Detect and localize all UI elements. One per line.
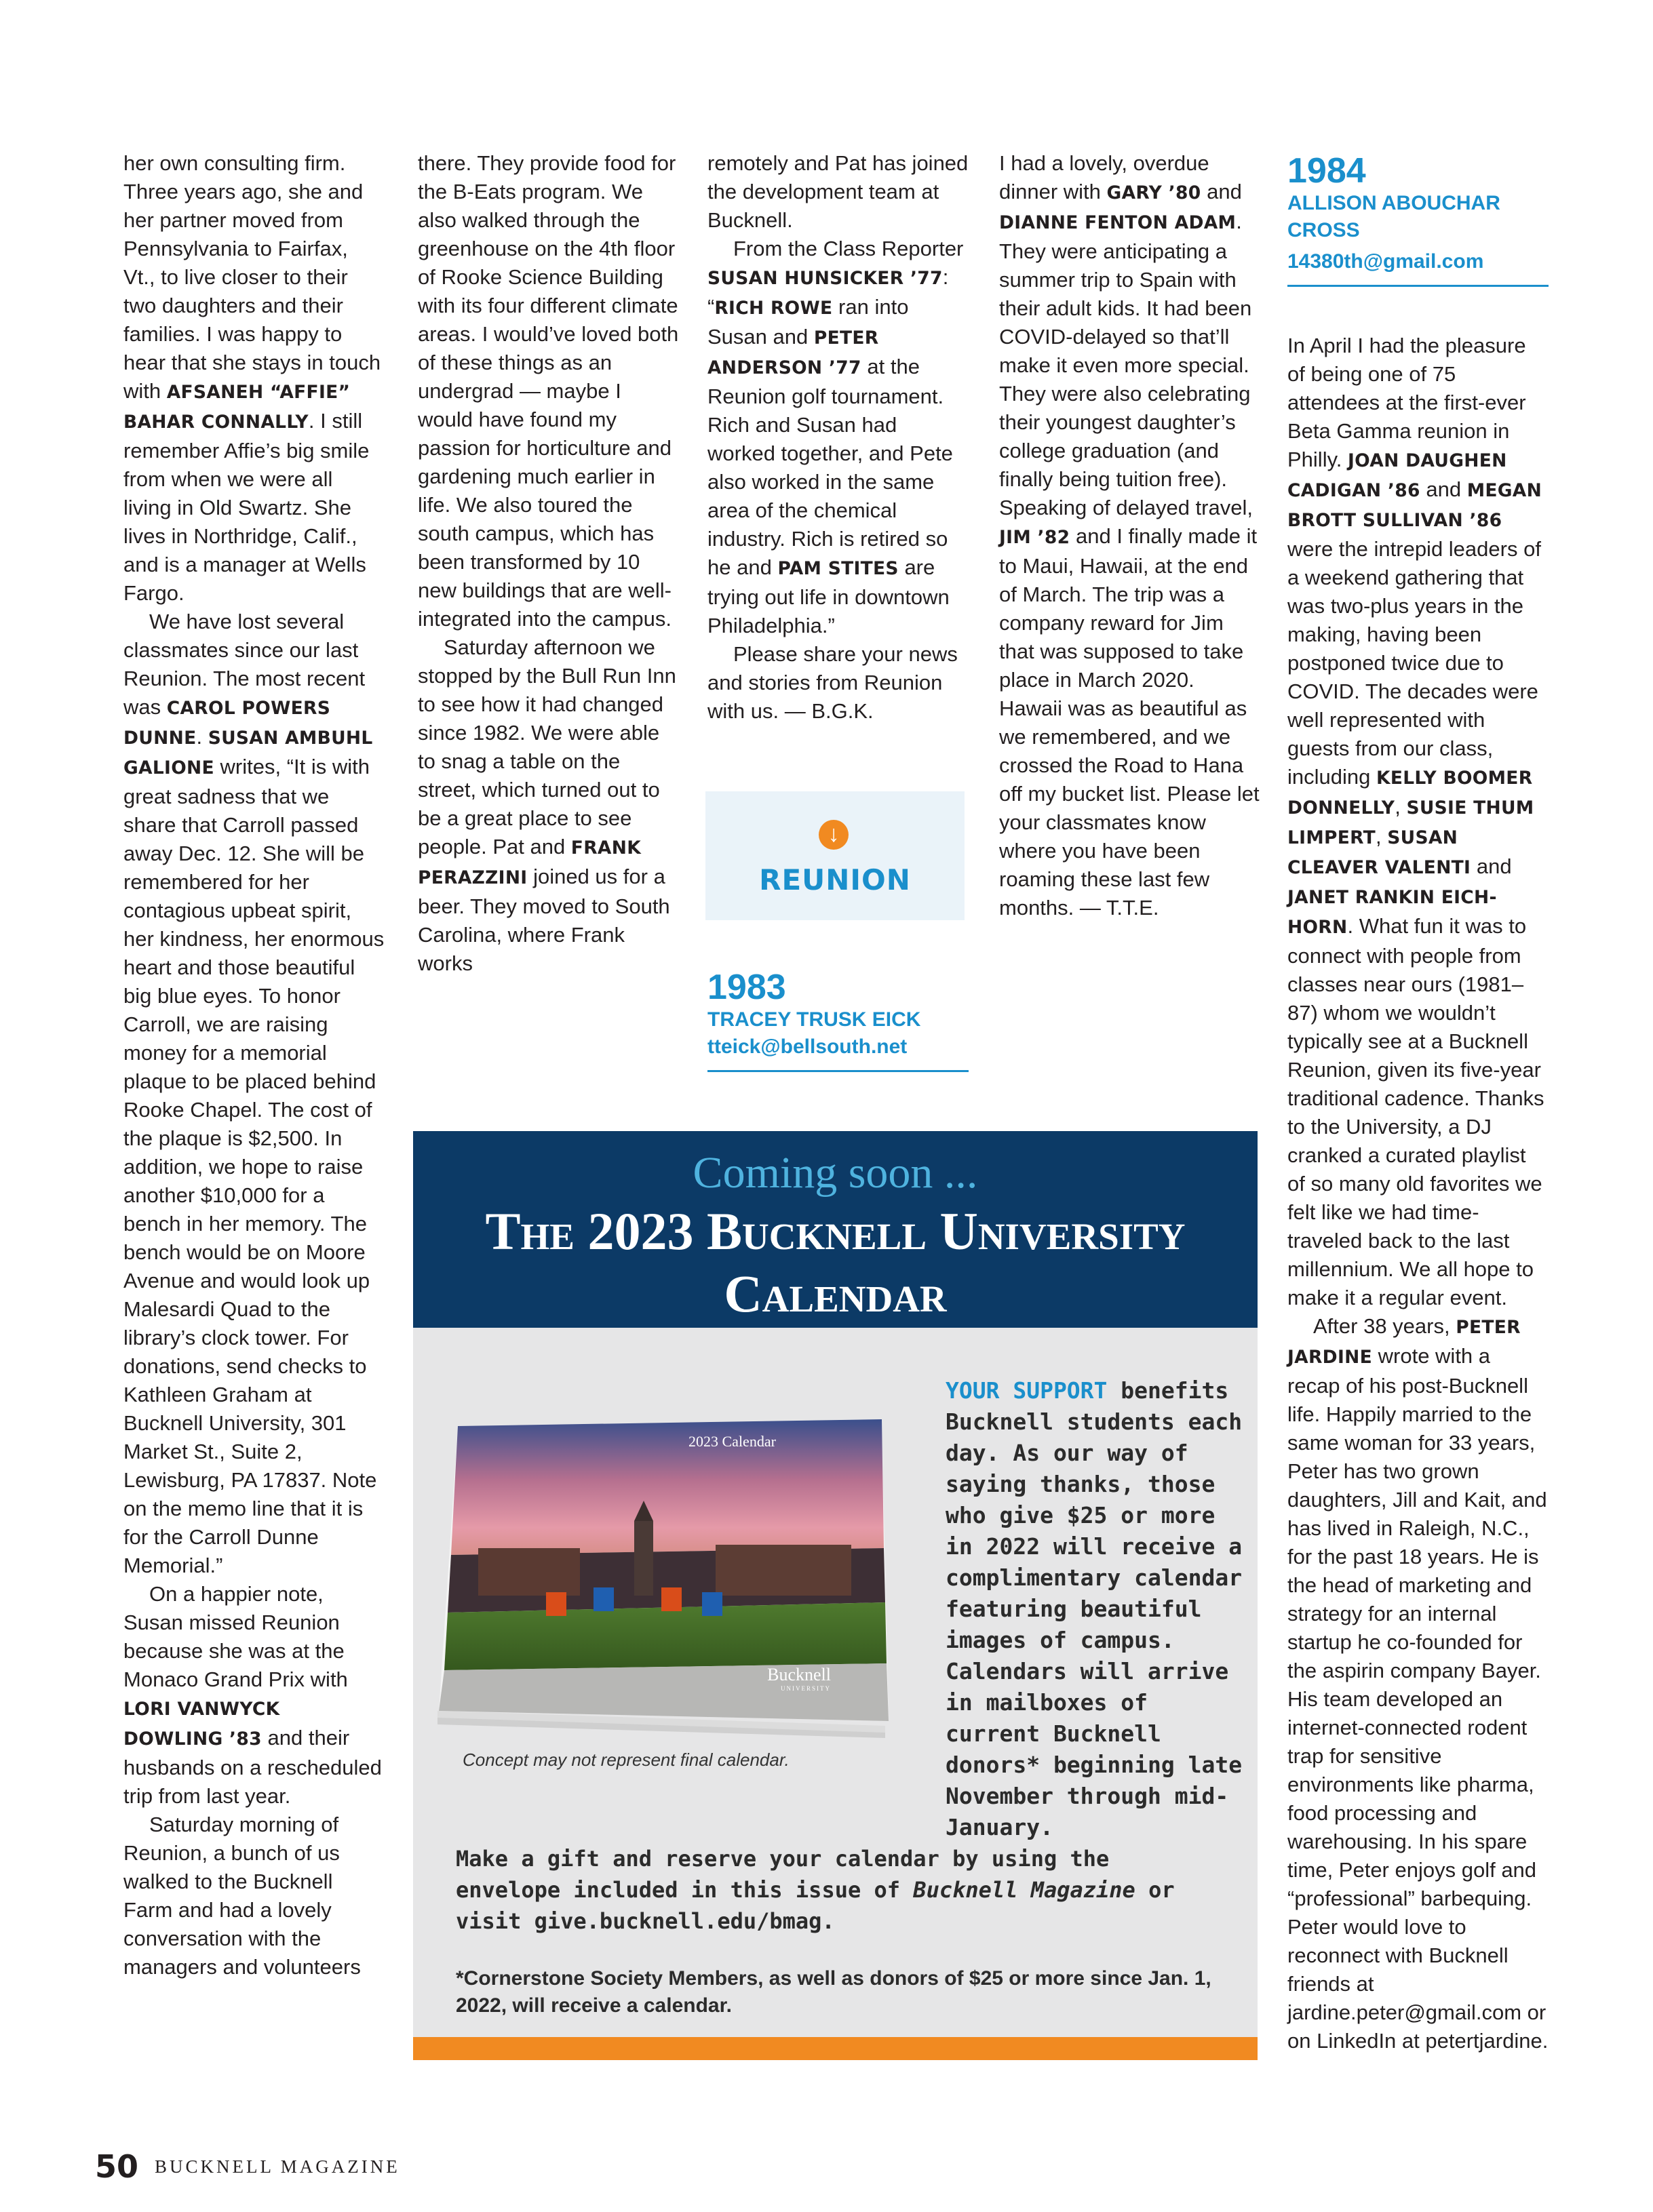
text-run: remotely and Pat has joined the development team at Bucknell. — [707, 151, 969, 232]
calendar-ad-body — [413, 1328, 1258, 2053]
down-arrow-icon: ↓ — [819, 820, 849, 850]
paragraph — [123, 1811, 385, 1981]
class-year: 1983 — [707, 968, 786, 1007]
classmate-name: LORI VANWYCK DOWLING ’83 — [123, 1699, 280, 1750]
calendar-label: 2023 Calendar — [688, 1433, 776, 1450]
classmate-name: MEGAN BROTT SULLIVAN ’86 — [1287, 480, 1542, 531]
ad-title-line-2: Calendar — [724, 1264, 947, 1323]
article-column-1 — [123, 149, 385, 1981]
calendar-brand: Bucknell — [767, 1665, 831, 1684]
ad-title — [413, 1200, 1258, 1325]
class-year: 1984 — [1287, 151, 1366, 191]
divider — [1287, 285, 1549, 287]
text-run: From the Class Reporter — [733, 237, 964, 260]
text-run: writes, “It is with great sadness that we share that Carroll passed away Dec. 12. She will be remembered for her contagious upbeat spirit, her kindness, her enormous heart and those beautiful big blue eyes. To honor Carroll, we are raising money for a memorial plaque to be placed behind Rooke Chapel. The cost of the plaque is $2,500. In addition, we hope to raise another $10,000 for a bench in her memory. The bench would be on Moore Avenue and would look up Malesardi Quad to the library’s clock tower. For donations, send checks to Kathleen Graham at Bucknell University, 301 Market St., Suite 2, Lewisburg, PA 17837. Note on the memo line that it is for the Carroll Dunne Memorial.” — [123, 755, 385, 1577]
magazine-name: BUCKNELL MAGAZINE — [155, 2156, 400, 2177]
text-run: and — [1471, 854, 1512, 878]
gift-text-b[interactable]: or visit give.bucknell.edu/bmag. — [456, 1877, 1175, 1934]
ad-orange-bar — [413, 2037, 1258, 2060]
calendar-ad-header — [413, 1131, 1258, 1328]
gift-text-a: Make a gift and reserve your calendar by using the envelope included in this issue of — [456, 1846, 1110, 1903]
class-header-1983 — [707, 968, 969, 1072]
text-run: We have lost several classmates since our last Reunion. The most recent was — [123, 610, 366, 719]
ad-title-line-1: The 2023 Bucknell University — [485, 1202, 1186, 1261]
classmate-name: JIM ’82 — [999, 527, 1070, 548]
reunion-label: REUNION — [759, 863, 911, 896]
text-run: I had a lovely, overdue dinner with — [999, 151, 1209, 203]
classmate-name: SUSAN AMBUHL GALIONE — [123, 728, 373, 778]
ad-subtitle: Coming soon ... — [693, 1148, 978, 1198]
text-run: there. They provide food for the B-Eats program. We also walked through the greenhouse on the 4th floor of Rooke Science Building with its four different climate areas. I would’ve loved both of these things as an undergrad — maybe I would have found my passion for horticulture and gardening much earlier in life. We also toured the south campus, which has been transformed by 10 new buildings that are well-integrated into the campus. — [418, 151, 679, 631]
divider — [707, 1070, 969, 1072]
classmate-name: DIANNE FENTON ADAM — [999, 212, 1237, 233]
paragraph — [707, 235, 969, 640]
reunion-tag-box[interactable] — [705, 791, 965, 920]
article-column-5 — [1287, 332, 1549, 2055]
support-text — [946, 1375, 1244, 1843]
paragraph — [123, 1580, 385, 1811]
classmate-name: SUSIE THUM LIMPERT — [1287, 797, 1534, 848]
text-run: Saturday morning of Reunion, a bunch of us walked to the Bucknell Farm and had a lovely conversation with the managers and volunteers — [123, 1813, 361, 1979]
calendar-image — [431, 1419, 892, 1738]
class-header-1984 — [1287, 152, 1549, 287]
classmate-name: PAM STITES — [777, 558, 899, 579]
classmate-name: SUSAN HUNSICKER ’77 — [707, 268, 943, 289]
paragraph — [123, 149, 385, 608]
classmate-name: GARY ’80 — [1106, 182, 1201, 203]
article-column-3 — [707, 149, 969, 726]
text-run: wrote with a recap of his post-Bucknell life. Happily married to the same woman for 33 years, Peter has two grown daughters, Jill and Kait, and has lived in Raleigh, N.C., for the past 18 years. He is the head of marketing and strategy for an internal startup he co-founded for the aspirin company Bayer. His team developed an internet-connected rodent trap for sensitive environments like pharma, food processing and warehousing. In his spare time, Peter enjoys golf and “professional” barbequing. Peter would love to reconnect with Bucknell friends at jardine.peter@gmail.com or on LinkedIn at petertjardine. — [1287, 1344, 1549, 2053]
paragraph — [707, 640, 969, 726]
classmate-name: CAROL POWERS DUNNE — [123, 698, 331, 749]
text-run: : “ — [707, 265, 949, 319]
text-run: were the intrepid leaders of a weekend gathering that was two-plus years in the making, having been postponed twice due to COVID. The decades were well represented with guests from our class, including — [1287, 537, 1541, 789]
paragraph — [1287, 332, 1549, 1312]
paragraph — [707, 149, 969, 235]
article-column-4 — [999, 149, 1260, 922]
classmate-name: PETER JARDINE — [1287, 1317, 1521, 1368]
classmate-name: JOAN DAUGHEN CADIGAN ’86 — [1287, 450, 1507, 501]
page-number: 50 — [95, 2148, 139, 2185]
text-run: In April I had the pleasure of being one of 75 attendees at the first-ever Beta Gamma reunion in Philly. — [1287, 334, 1526, 471]
class-reporter-name: ALLISON ABOUCHAR — [1287, 192, 1500, 214]
text-run: joined us for a beer. They moved to South Carolina, where Frank works — [418, 865, 670, 975]
text-run: , — [1376, 825, 1388, 848]
text-run: , — [1395, 795, 1407, 818]
text-run: Please share your news and stories from Reunion with us. — B.G.K. — [707, 642, 958, 723]
support-lead: YOUR SUPPORT — [946, 1377, 1108, 1404]
text-run: After 38 years, — [1313, 1314, 1456, 1338]
text-run: . I still remember Affie’s big smile from when we were all living in Old Swartz. She lives in Northridge, Calif., and is a manager at Wells Fargo. — [123, 409, 370, 605]
text-run: On a happier note, Susan missed Reunion because she was at the Monaco Grand Prix with — [123, 1582, 348, 1691]
text-run: Saturday afternoon we stopped by the Bull Run Inn to see how it had changed since 1982. We were able to snag a table on the street, which turned out to be a great place to see people. Pat and — [418, 635, 676, 858]
text-run: . They were anticipating a summer trip to Spain with their adult kids. It had been COVID-delayed so that’ll make it even more special. They were also celebrating their youngest daughter’s college graduation (and finally being tuition free). Speaking of delayed travel, — [999, 210, 1253, 519]
text-run: ran into Susan and — [707, 295, 909, 349]
ad-footnote: *Cornerstone Society Members, as well as donors of $25 or more since Jan. 1, 2022, will receive a calendar. — [456, 1967, 1211, 2017]
class-reporter-email[interactable]: tteick@bellsouth.net — [707, 1035, 908, 1058]
paragraph — [418, 149, 679, 633]
classmate-name: JANET RANKIN EICHHORN — [1287, 887, 1497, 938]
text-run: and — [1420, 477, 1467, 501]
paragraph — [1287, 1312, 1549, 2055]
text-run: and — [1201, 180, 1242, 203]
text-run: . — [196, 725, 208, 749]
article-column-2 — [418, 149, 679, 978]
calendar-brand-sub: UNIVERSITY — [781, 1685, 831, 1692]
classmate-name: RICH ROWE — [714, 298, 833, 319]
magazine-title: Bucknell Magazine — [913, 1877, 1135, 1903]
classmate-name: SUSAN CLEAVER VALENTI — [1287, 827, 1471, 878]
text-run: are trying out life in downtown Philadelphia.” — [707, 555, 950, 637]
classmate-name: KELLY BOOMER DONNELLY — [1287, 768, 1533, 818]
class-reporter-name: TRACEY TRUSK EICK — [707, 1008, 921, 1031]
class-reporter-email[interactable]: 14380th@gmail.com — [1287, 250, 1484, 273]
support-body: benefits Bucknell students each day. As our way of saying thanks, those who give $25 or more in 2022 will receive a complimentary calendar featuring beautiful images of campus. Calendars will arrive in mailboxes of current Bucknell donors* beginning late November through mid-January. — [946, 1377, 1243, 1840]
class-reporter-name-cont: CROSS — [1287, 219, 1360, 241]
text-run: . What fun it was to connect with people from classes near ours (1981–87) whom we wouldn’t typically see at a Bucknell Reunion, given its five-year traditional cadence. Thanks to the University, a DJ cranked a curated playlist of so many old favorites we felt like we had time-traveled back to the last millennium. We all hope to make it a regular event. — [1287, 914, 1544, 1309]
classmate-name: AFSANEH “AFFIE” BAHAR CONNALLY — [123, 382, 351, 433]
gift-instructions — [456, 1843, 1222, 1937]
classmate-name: FRANK PERAZZINI — [418, 837, 642, 888]
text-run: and I finally made it to Maui, Hawaii, at the end of March. The trip was a company reward for Jim that was supposed to take place in March 2020. Hawaii was as beautiful as we remembered, and we crossed the Road to Hana off my bucket list. Please let your classmates know where you have been roaming these last few months. — T.T.E. — [999, 524, 1260, 920]
classmate-name: PETER ANDERSON ’77 — [707, 328, 879, 378]
calendar-caption: Concept may not represent final calendar. — [463, 1750, 790, 1770]
text-run: her own consulting firm. Three years ago, she and her partner moved from Pennsylvania to Fairfax, Vt., to live closer to their two daughters and their families. I was happy to hear that she stays in touch with — [123, 151, 381, 403]
text-run: and their husbands on a rescheduled trip from last year. — [123, 1726, 382, 1808]
paragraph — [418, 633, 679, 978]
paragraph — [123, 608, 385, 1580]
paragraph — [999, 149, 1260, 922]
text-run: at the Reunion golf tournament. Rich and Susan had worked together, and Pete also worked in the same area of the chemical industry. Rich is retired so he and — [707, 355, 953, 579]
